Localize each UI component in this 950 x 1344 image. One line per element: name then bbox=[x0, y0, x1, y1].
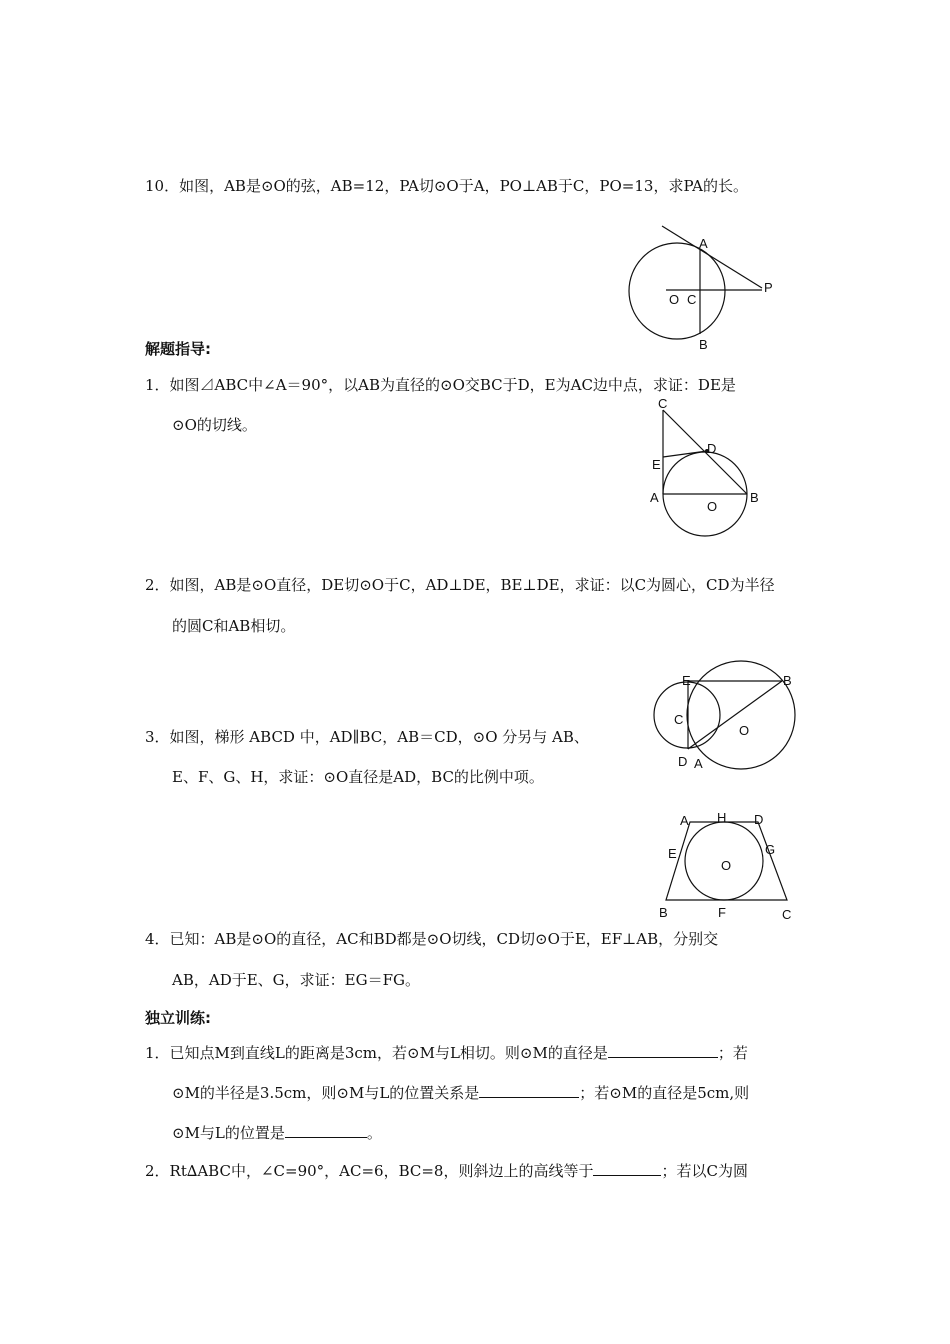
guide-problem-4-cont: AB，AD于E、G，求证：EG＝FG。 bbox=[172, 971, 420, 989]
training-problem-1-line3 bbox=[172, 1123, 382, 1143]
training-1-text-b: ；若 bbox=[717, 1044, 748, 1062]
label-P: P bbox=[764, 280, 773, 295]
label-D: D bbox=[678, 754, 688, 769]
guide-problem-3-cont: E、F、G、H，求证：⊙O直径是AD，BC的比例中项。 bbox=[172, 768, 544, 786]
training-problem-2 bbox=[145, 1161, 748, 1181]
label-B: B bbox=[699, 337, 708, 352]
training-2-text-b: ；若以C为圆 bbox=[661, 1162, 748, 1180]
guide-problem-2-cont: 的圆C和AB相切。 bbox=[172, 617, 296, 635]
label-D: D bbox=[707, 441, 717, 456]
guide-problem-1-cont: ⊙O的切线。 bbox=[172, 416, 257, 434]
label-D: D bbox=[754, 812, 764, 827]
training-1-text-d: ；若⊙M的直径是5cm,则 bbox=[579, 1084, 750, 1102]
question-10: 10．如图，AB是⊙O的弦，AB=12，PA切⊙O于A，PO⊥AB于C，PO=13，求PA的长。 bbox=[145, 177, 748, 195]
training-1-text-a: 1．已知点M到直线L的距离是3cm，若⊙M与L相切。则⊙M的直径是 bbox=[145, 1044, 608, 1062]
guide-problem-1: 1．如图⊿ABC中∠A＝90°，以AB为直径的⊙O交BC于D，E为AC边中点，求证：DE是 bbox=[145, 376, 736, 394]
label-O: O bbox=[669, 292, 680, 307]
guide-problem-2: 2．如图，AB是⊙O直径，DE切⊙O于C，AD⊥DE，BE⊥DE，求证：以C为圆心，CD为半径 bbox=[145, 576, 775, 594]
label-C: C bbox=[687, 292, 697, 307]
label-C: C bbox=[782, 907, 792, 922]
label-A: A bbox=[680, 813, 689, 828]
training-2-text-a: 2．Rt∆ABC中，∠C=90°，AC=6，BC=8，则斜边上的高线等于 bbox=[145, 1162, 594, 1180]
label-A: A bbox=[650, 490, 659, 505]
guide-problem-3: 3．如图，梯形 ABCD 中，AD∥BC，AB＝CD，⊙O 分另与 AB、 bbox=[145, 728, 589, 746]
training-heading: 独立训练: bbox=[145, 1009, 211, 1027]
label-C: C bbox=[658, 396, 668, 411]
label-O: O bbox=[707, 499, 718, 514]
label-A: A bbox=[699, 236, 708, 251]
label-C: C bbox=[674, 712, 684, 727]
training-problem-1 bbox=[145, 1043, 748, 1063]
label-E: E bbox=[652, 457, 661, 472]
answer-blank-height[interactable] bbox=[593, 1161, 661, 1176]
answer-blank-position-1[interactable] bbox=[479, 1083, 579, 1098]
label-H: H bbox=[717, 810, 727, 825]
label-O: O bbox=[739, 723, 750, 738]
training-1-text-e: ⊙M与L的位置是 bbox=[172, 1124, 285, 1142]
guide-heading: 解题指导: bbox=[145, 340, 211, 358]
label-G: G bbox=[765, 842, 776, 857]
training-1-text-f: 。 bbox=[366, 1124, 382, 1142]
label-B: B bbox=[659, 905, 668, 920]
label-B: B bbox=[750, 490, 759, 505]
answer-blank-diameter[interactable] bbox=[608, 1043, 718, 1058]
label-F: F bbox=[718, 905, 726, 920]
answer-blank-position-2[interactable] bbox=[285, 1123, 367, 1138]
label-A: A bbox=[694, 756, 703, 771]
label-O: O bbox=[721, 858, 732, 873]
label-E: E bbox=[682, 673, 691, 688]
guide-problem-4: 4．已知：AB是⊙O的直径，AC和BD都是⊙O切线，CD切⊙O于E，EF⊥AB，分别交 bbox=[145, 930, 719, 948]
label-E: E bbox=[668, 846, 677, 861]
training-problem-1-line2 bbox=[172, 1083, 749, 1103]
label-B: B bbox=[783, 673, 792, 688]
training-1-text-c: ⊙M的半径是3.5cm，则⊙M与L的位置关系是 bbox=[172, 1084, 480, 1102]
